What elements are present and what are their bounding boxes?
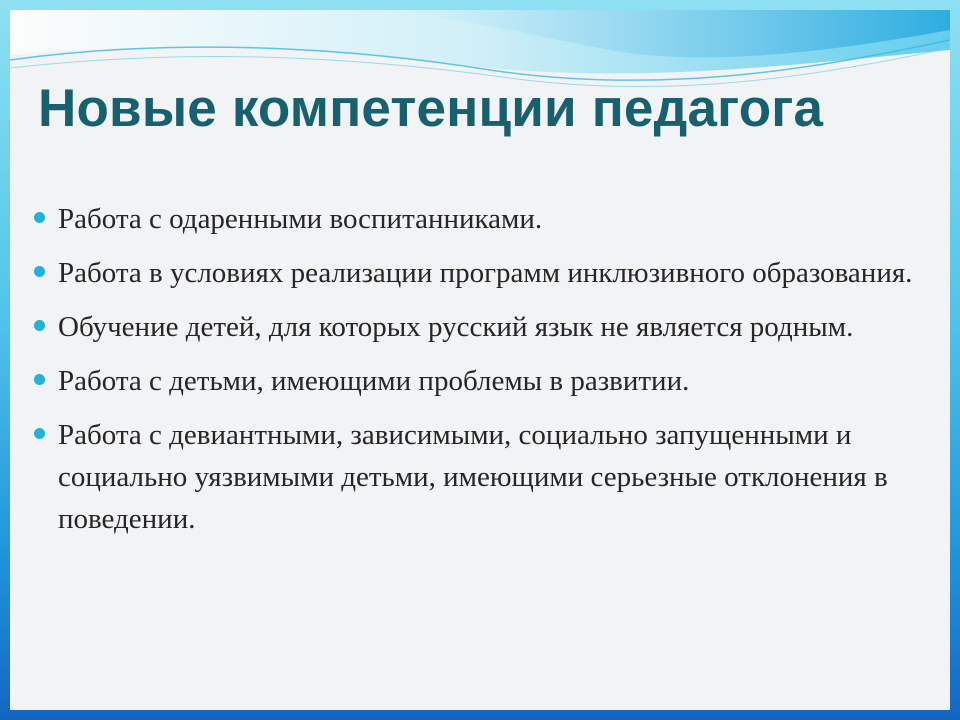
list-item xyxy=(34,252,914,294)
slide xyxy=(10,10,950,710)
list-item-text: Работа в условиях реализации программ инклюзивного образования. xyxy=(58,257,913,289)
bullet-icon xyxy=(34,428,45,439)
list-item-text: Работа с одаренными воспитанниками. xyxy=(58,203,543,235)
list-item-text: Обучение детей, для которых русский язык не является родным. xyxy=(58,311,854,343)
list-item xyxy=(34,414,914,540)
bullet-list xyxy=(34,198,914,552)
slide-title: Новые компетенции педагога xyxy=(38,79,824,138)
list-item xyxy=(34,360,914,402)
bullet-icon xyxy=(34,212,45,223)
bullet-icon xyxy=(34,374,45,385)
bullet-icon xyxy=(34,266,45,277)
bullet-icon xyxy=(34,320,45,331)
list-item xyxy=(34,198,914,240)
list-item-text: Работа с девиантными, зависимыми, социально запущенными и социально уязвимыми детьми, имеющими серьезные отклонения в поведении. xyxy=(58,419,888,535)
list-item xyxy=(34,306,914,348)
list-item-text: Работа с детьми, имеющими проблемы в развитии. xyxy=(58,365,690,397)
